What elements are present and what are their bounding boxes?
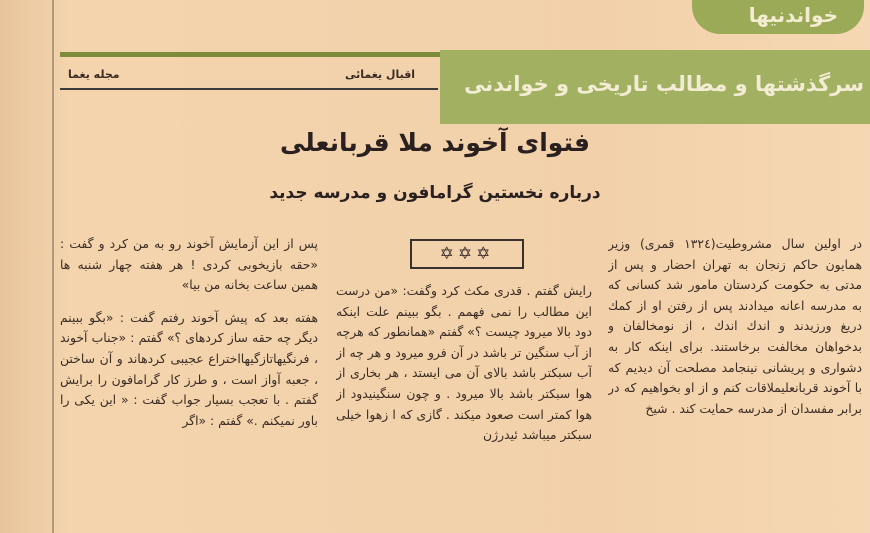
paragraph-gap (60, 296, 318, 308)
column-middle-text: رایش گفتم . قدری مکث کرد وگفت: «من درست این مطالب را نمی فهمم . بگو ببینم علت اینکه دود بالا میرود چیست ؟» گفتم «همانطور که هرچه از آب سنگین تر باشد در آن فرو میرود و هر چه از آب سبکتر باشد بالای آن می ایستد ، هر بخاری از هوا سبکتر باشد بالا میرود . و چون سنگینیدود از هوا کمتر است صعود میکند . گازی که ا زهوا خیلی سبکتر میباشد ئیدرژن (336, 283, 592, 443)
section-tab-label: خواندنیها (748, 3, 838, 27)
section-banner (440, 50, 870, 124)
page-binding-rule (52, 0, 54, 533)
stars-ornament: ✡✡✡ (439, 244, 495, 264)
article-column-middle (336, 281, 592, 533)
column-left-paragraph-1: پس از این آزمایش آخوند رو به من کرد و گفت : «حقه بازیخوبی کردی ! هر هفته چهار شنبه ها همین ساعت بخانه من بیا» (60, 236, 318, 293)
section-tab (692, 0, 864, 34)
ornament-box (410, 239, 524, 269)
banner-rule (60, 52, 440, 57)
article-column-right (608, 234, 862, 533)
article-column-left (60, 234, 318, 533)
article-title: فتوای آخوند ملا قربانعلی (279, 128, 591, 157)
section-banner-text: سرگذشتها و مطالب تاریخی و خواندنی (464, 72, 864, 96)
header-divider (60, 88, 438, 90)
article-subtitle: درباره نخستین گرامافون و مدرسه جدید (269, 183, 601, 203)
author-label: اقبال یغمائی (345, 68, 416, 81)
column-left-paragraph-2: هفته بعد که پیش آخوند رفتم گفت : «بگو ببینم دیگر چه حقه ساز کردهای ؟» گفتم : «جناب آخوند ، فرنگیهاتازگیهااختراع عجیبی کردهاند و آن ساختن ، جعبه آواز است ، و طرز کار گرامافون را برایش گفتم . با تعجب بسیار جواب گفت : « این یکی را باور نمیکنم .» گفتم : «اگر (60, 309, 318, 428)
source-label: مجله یغما (68, 68, 120, 81)
column-right-text: در اولین سال مشروطیت(١٣٢٤ قمری) وزیر همایون حاکم زنجان به تهران احضار و پس از مدتی به حکومت کردستان مامور شد کسانی که به مدرسه اعانه میدادند پس از رفتن او از کمك دریغ ورزیدند و اندك اندك ، از نومخالفان و بدخواهان مخالفت برخاستند. برای اینکه کار به دشواری و پریشانی نینجامد مصلحت آن دیدیم که با آخوند قربانعلیملاقات کنم و از او بخواهیم که در برابر مفسدان از مدرسه حمایت کند . شیخ (608, 236, 862, 416)
